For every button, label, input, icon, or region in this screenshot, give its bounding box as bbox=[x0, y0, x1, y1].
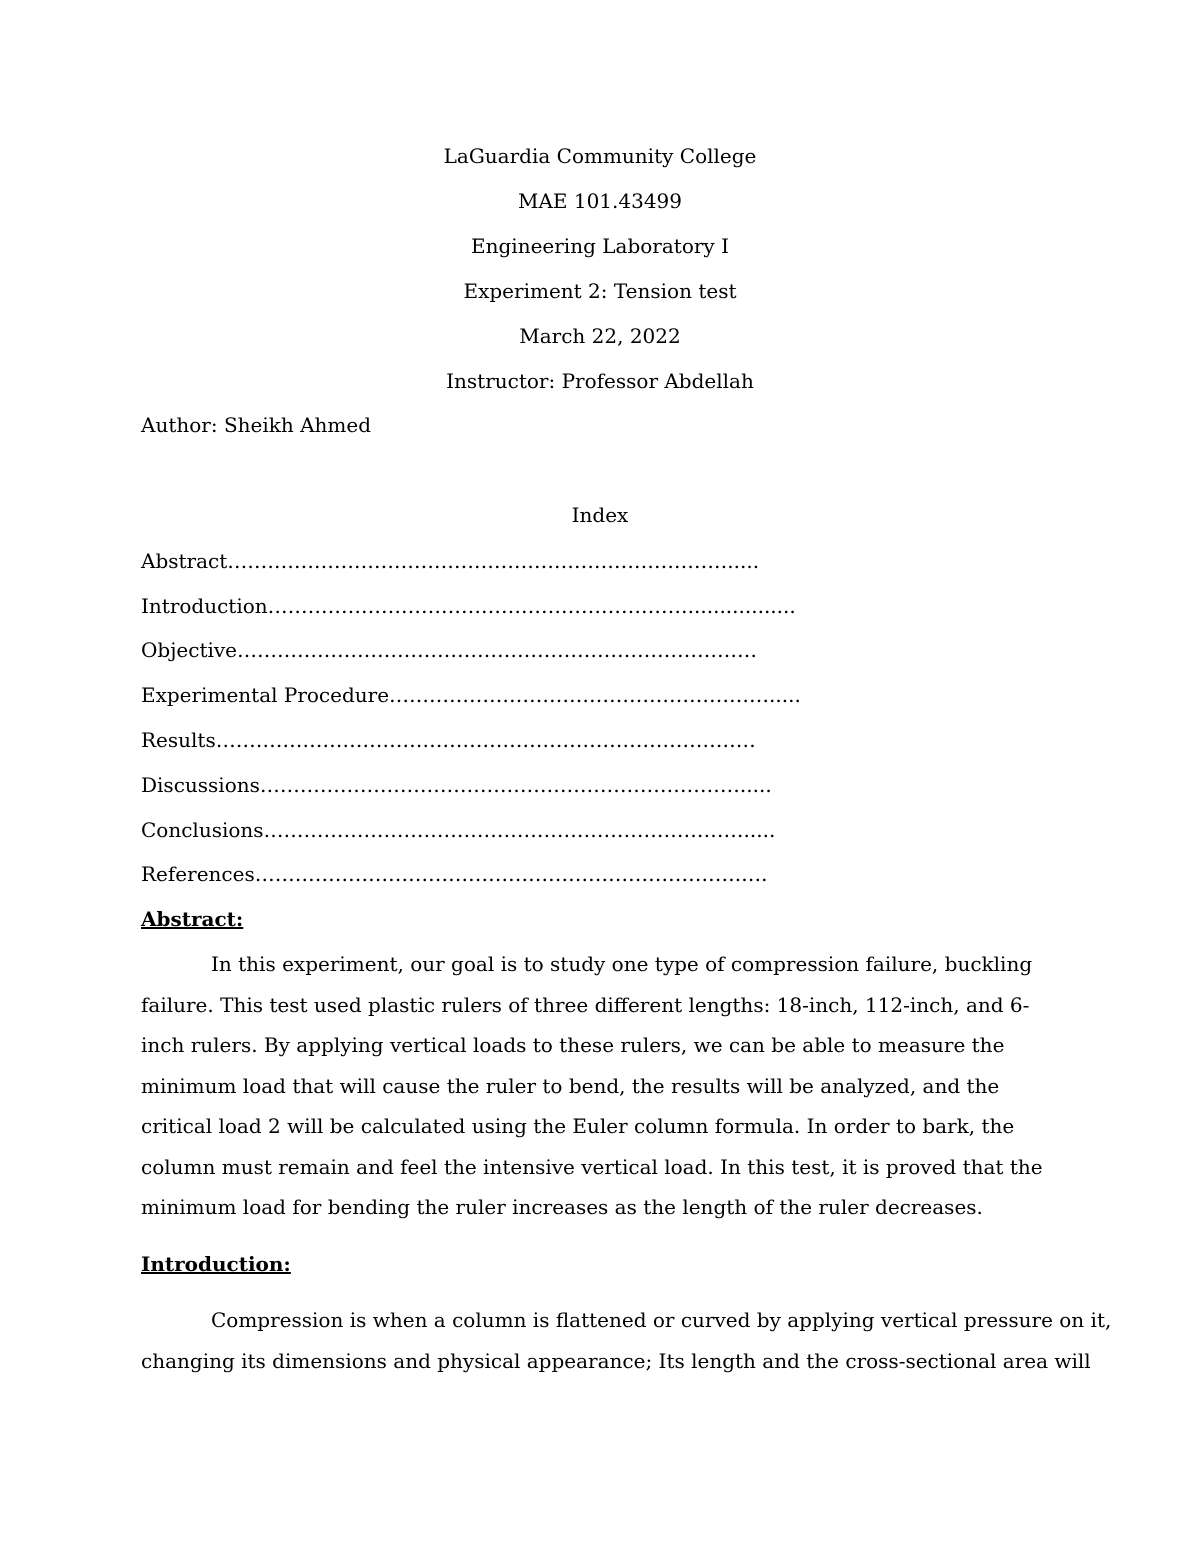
introduction-line-2: changing its dimensions and physical appearance; Its length and the cross-sectional area will bbox=[141, 1349, 1091, 1373]
abstract-paragraph: In this experiment, our goal is to study one type of compression failure, buckling failure. This test used plastic rulers of three different lengths: 18-inch, 112-inch, and 6-inch rulers. By applying vertical loads to these rulers, we can be able to measure the minimum load that will cause the ruler to bend, the results will be analyzed, and the critical load 2 will be calculated using the Euler column formula. In order to bark, the column must remain and feel the intensive vertical load. In this test, it is proved that the minimum load for bending the ruler increases as the length of the ruler decreases. bbox=[141, 952, 1043, 1219]
introduction-heading: Introduction: bbox=[141, 1252, 291, 1276]
abstract-heading: Abstract: bbox=[141, 907, 244, 931]
index-entry-discussions: Discussions………………………………………………………………..... bbox=[141, 773, 772, 797]
index-entry-introduction: Introduction………………………………………………………................. bbox=[141, 594, 796, 618]
course-code: MAE 101.43499 bbox=[517, 189, 683, 213]
index-title: Index bbox=[571, 503, 629, 527]
index-entry-results: Results……………………………………………………………………… bbox=[141, 728, 756, 752]
report-date: March 22, 2022 bbox=[519, 324, 681, 348]
index-entry-experimental-procedure: Experimental Procedure…………………………………………………..... bbox=[141, 683, 801, 707]
introduction-line-1: Compression is when a column is flattened or curved by applying vertical pressure on it, bbox=[211, 1308, 1112, 1332]
course-name: Engineering Laboratory I bbox=[471, 234, 729, 258]
index-entry-conclusions: Conclusions………………………………………………………………..... bbox=[141, 818, 776, 842]
index-entry-abstract: Abstract…………………………………………………………………..... bbox=[141, 549, 760, 573]
instructor-name: Instructor: Professor Abdellah bbox=[446, 369, 754, 393]
index-entry-objective: Objective…………………………………………………………………… bbox=[141, 638, 758, 662]
college-name: LaGuardia Community College bbox=[443, 144, 757, 168]
experiment-title: Experiment 2: Tension test bbox=[463, 279, 737, 303]
author-name: Author: Sheikh Ahmed bbox=[141, 413, 372, 437]
index-entry-references: References……………………………………………………………….…. bbox=[141, 862, 768, 886]
